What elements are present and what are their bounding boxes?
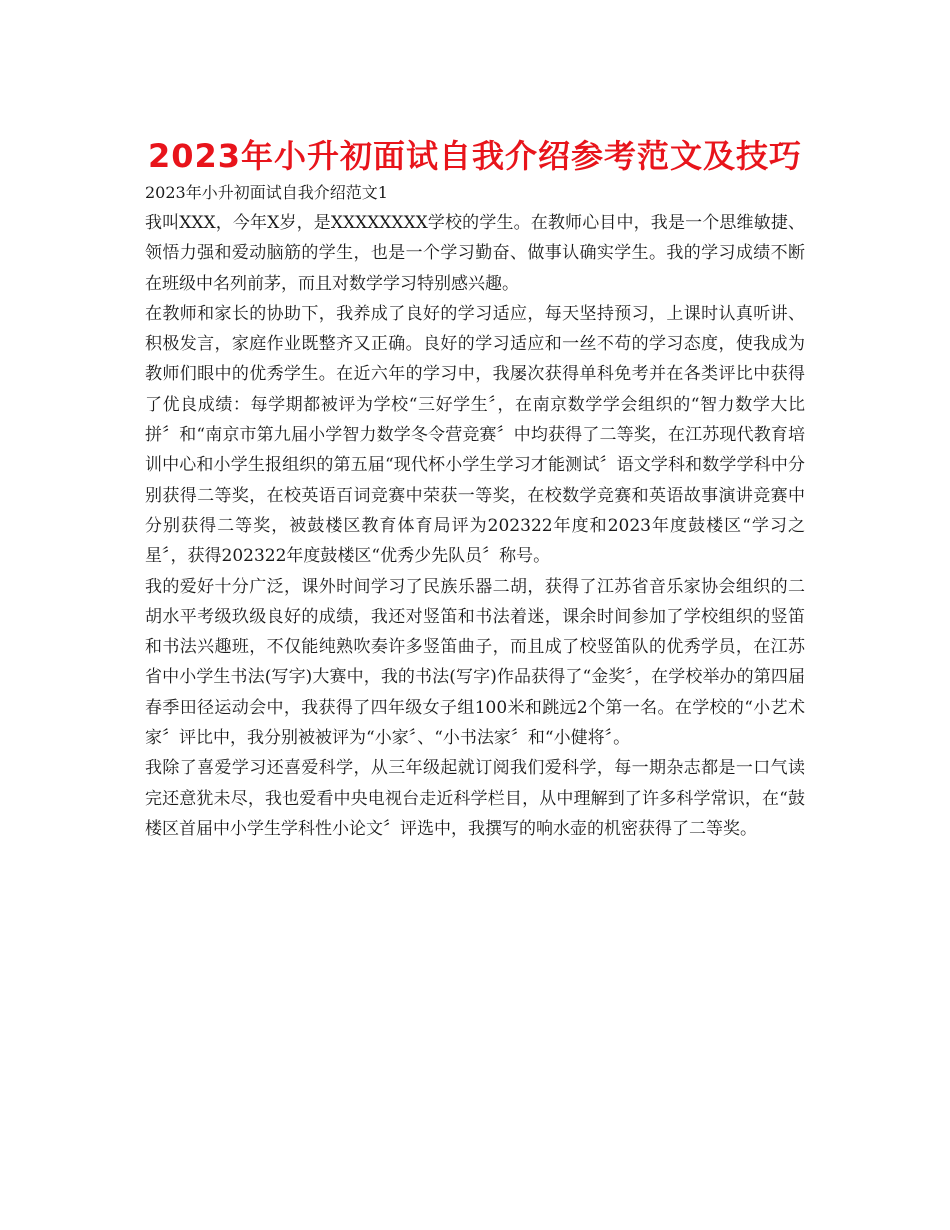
paragraph-1: 我叫XXX，今年X岁，是XXXXXXXX学校的学生。在教师心目中，我是一个思维敏捷、领悟力强和爱动脑筋的学生，也是一个学习勤奋、做事认确实学生。我的学习成绩不断在班级中名列前茅，而且对数学学习特别感兴趣。 xyxy=(145,213,805,294)
paragraph-2: 在教师和家长的协助下，我养成了良好的学习适应，每天坚持预习，上课时认真听讲、积极发言，家庭作业既整齐又正确。良好的学习适应和一丝不苟的学习态度，使我成为教师们眼中的优秀学生。在近六年的学习中，我屡次获得单科免考并在各类评比中获得了优良成绩：每学期都被评为学校“三好学生〞，在南京数学学会组织的“智力数学大比拼〞和“南京市第九届小学智力数学冬令营竞赛〞中均获得了二等奖，在江苏现代教育培训中心和小学生报组织的第五届“现代杯小学生学习才能测试〞语文学科和数学学科中分别获得二等奖，在校英语百词竞赛中荣获一等奖，在校数学竞赛和英语故事演讲竞赛中分别获得二等奖，被鼓楼区教育体育局评为202322年度和2023年度鼓楼区“学习之星〞，获得202322年度鼓楼区“优秀少先队员〞称号。 xyxy=(145,303,805,567)
document-title: 2023年小升初面试自我介绍参考范文及技巧 xyxy=(147,137,803,175)
document-body xyxy=(145,178,805,844)
section-heading: 2023年小升初面试自我介绍范文1 xyxy=(145,183,388,202)
paragraph-4: 我除了喜爱学习还喜爱科学，从三年级起就订阅我们爱科学，每一期杂志都是一口气读完还意犹未尽，我也爱看中央电视台走近科学栏目，从中理解到了许多科学常识，在“鼓楼区首届中小学生学科性小论文〞评选中，我撰写的响水壶的机密获得了二等奖。 xyxy=(145,758,805,839)
paragraph-3: 我的爱好十分广泛，课外时间学习了民族乐器二胡，获得了江苏省音乐家协会组织的二胡水平考级玖级良好的成绩，我还对竖笛和书法着迷，课余时间参加了学校组织的竖笛和书法兴趣班，不仅能纯熟吹奏许多竖笛曲子，而且成了校竖笛队的优秀学员，在江苏省中小学生书法(写字)大赛中，我的书法(写字)作品获得了“金奖〞，在学校举办的第四届春季田径运动会中，我获得了四年级女子组100米和跳远2个第一名。在学校的“小艺术家〞评比中，我分别被被评为“小家〞、“小书法家〞和“小健将〞。 xyxy=(145,576,805,749)
